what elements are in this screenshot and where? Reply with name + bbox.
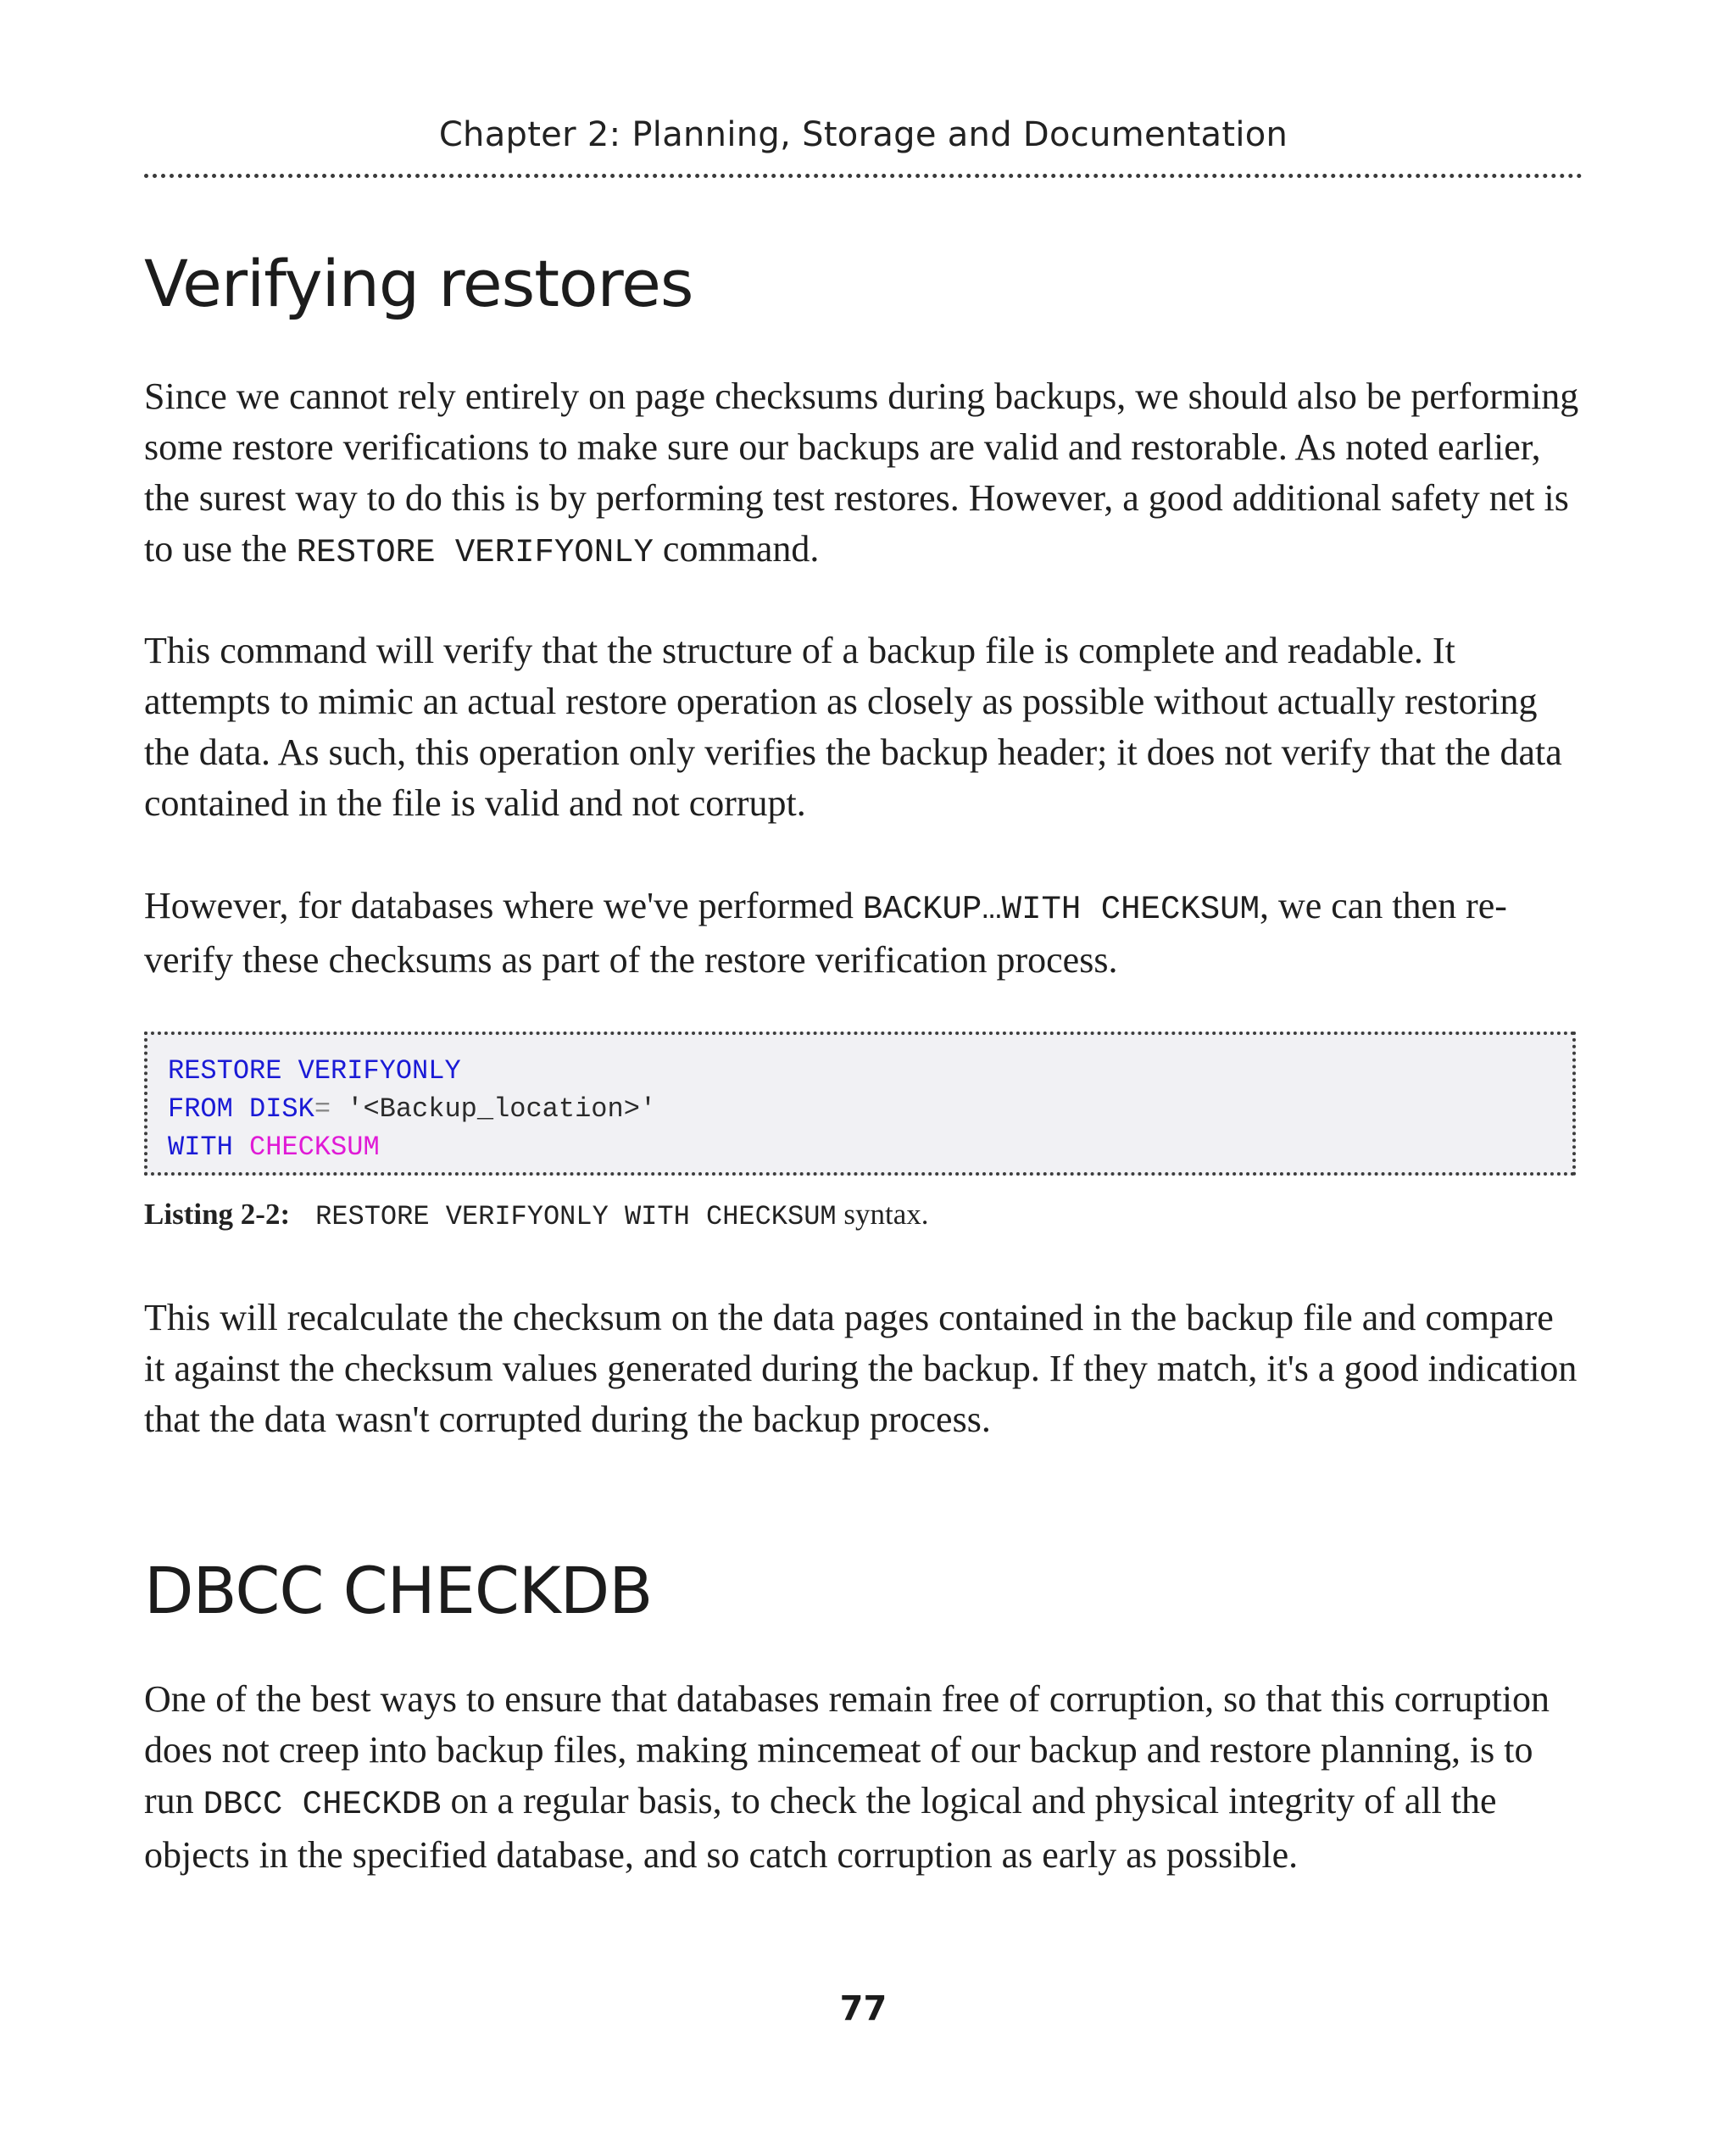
inline-code: RESTORE VERIFYONLY bbox=[296, 534, 654, 571]
paragraph-5: One of the best ways to ensure that databases remain free of corruption, so that this corruption does not creep into backup files, making mincemeat of our backup and restore planning, is to run DBCC CHECKDB on a regular basis, to check the logical and physical integrity of all the objects in the specified database, and so catch corruption as early as possible. bbox=[144, 1678, 1550, 1876]
caption-label: Listing 2-2: bbox=[144, 1198, 291, 1231]
paragraph-3: However, for databases where we've performed BACKUP…WITH CHECKSUM, we can then re-verify these checksums as part of the restore verification process. bbox=[144, 885, 1507, 981]
code-line-2: FROM DISK= '<Backup_location>' bbox=[168, 1093, 657, 1125]
code-listing bbox=[144, 1032, 1576, 1176]
listing-caption bbox=[144, 1198, 929, 1232]
code-line-1: RESTORE VERIFYONLY bbox=[168, 1055, 461, 1087]
header-dotted-rule bbox=[144, 174, 1583, 178]
section-heading-verifying-restores: Verifying restores bbox=[144, 246, 693, 321]
page-number: 77 bbox=[839, 1989, 887, 2028]
caption-code: RESTORE VERIFYONLY WITH CHECKSUM bbox=[315, 1201, 837, 1232]
code-line-3: WITH CHECKSUM bbox=[168, 1132, 380, 1163]
section-heading-dbcc-checkdb: DBCC CHECKDB bbox=[144, 1553, 653, 1628]
paragraph-4: This will recalculate the checksum on the data pages contained in the backup file and compare it against the checksum values generated during the backup. If they match, it's a good indication that the data wasn't corrupted during the backup process. bbox=[144, 1297, 1577, 1440]
caption-text: syntax. bbox=[836, 1198, 929, 1231]
inline-code: BACKUP…WITH CHECKSUM bbox=[862, 891, 1260, 928]
inline-code: DBCC CHECKDB bbox=[203, 1786, 442, 1823]
running-header: Chapter 2: Planning, Storage and Documentation bbox=[438, 115, 1288, 154]
paragraph-2: This command will verify that the structure of a backup file is complete and readable. It attempts to mimic an actual restore operation as closely as possible without actually restoring the data. As such, this operation only verifies the backup header; it does not verify that the data contained in the file is valid and not corrupt. bbox=[144, 630, 1562, 824]
paragraph-1: Since we cannot rely entirely on page checksums during backups, we should also be performing some restore verifications to make sure our backups are valid and restorable. As noted earlier, the surest way to do this is by performing test restores. However, a good additional safety net is to use the RESTORE VERIFYONLY command. bbox=[144, 375, 1579, 571]
